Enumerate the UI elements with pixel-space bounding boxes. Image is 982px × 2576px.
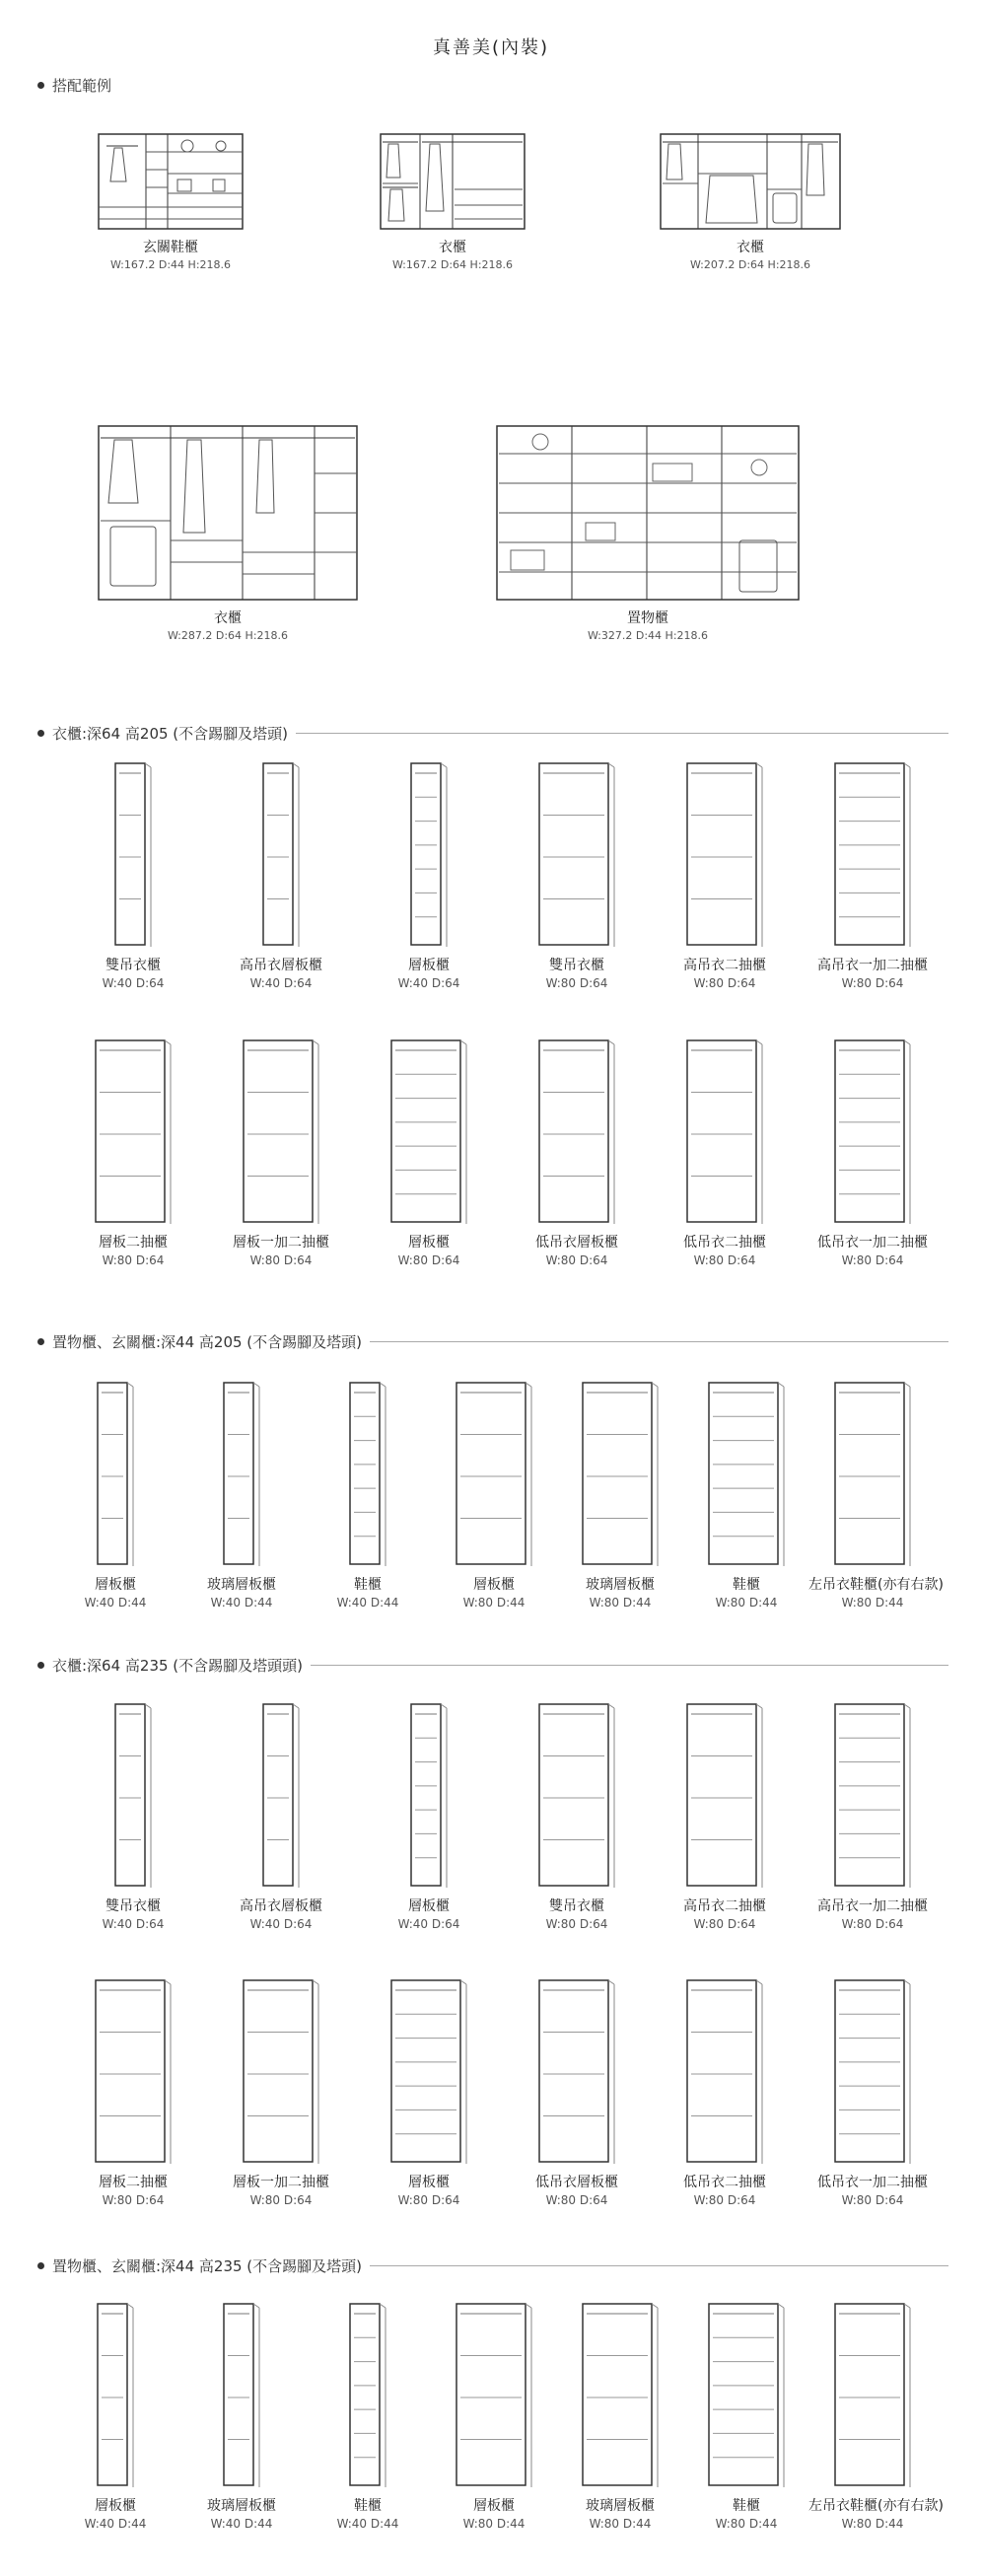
storage-illustration: [495, 424, 801, 602]
cabinet-item: [365, 1038, 493, 1267]
example-dims: W:327.2 D:44 H:218.6: [587, 629, 709, 642]
cabinet-name: 玻璃層板櫃: [586, 1577, 655, 1593]
divider: [370, 2265, 948, 2266]
cabinet-item: [682, 1381, 810, 1610]
section-examples-heading: [37, 73, 948, 97]
cabinet-name: 鞋櫃: [733, 2498, 760, 2514]
cabinet-name: 高吊衣二抽櫃: [683, 958, 766, 973]
cabinet-item: [365, 1978, 493, 2207]
cabinet-illustration: [707, 2302, 786, 2489]
cabinet-item: [430, 1381, 558, 1610]
cabinet-name: 層板櫃: [408, 1235, 450, 1251]
cabinet-name: 鞋櫃: [733, 1577, 760, 1593]
cabinet-name: 層板櫃: [408, 958, 450, 973]
cabinet-item: [217, 1978, 345, 2207]
cabinet-item: [556, 2302, 684, 2531]
shoe-cabinet-illustration: [97, 132, 245, 231]
cabinet-illustration: [685, 1038, 764, 1226]
cabinet-item: [513, 1702, 641, 1931]
cabinet-name: 層板一加二抽櫃: [233, 1235, 329, 1251]
cabinet-dims: W:80 D:44: [589, 1596, 652, 1610]
cabinet-illustration: [261, 1702, 301, 1890]
cabinet-item: [304, 1381, 432, 1610]
cabinet-name: 高吊衣層板櫃: [240, 1898, 322, 1914]
cabinet-item: [661, 1038, 789, 1267]
cabinet-dims: W:80 D:64: [693, 976, 756, 990]
cabinet-dims: W:80 D:64: [397, 1253, 460, 1267]
cabinet-item: [682, 2302, 810, 2531]
cabinet-illustration: [96, 1381, 135, 1568]
cabinet-illustration: [833, 2302, 912, 2489]
cabinet-item: [513, 1038, 641, 1267]
cabinet-item: [69, 761, 197, 990]
cabinet-dims: W:80 D:64: [102, 1253, 165, 1267]
cabinet-row: [0, 1978, 982, 2235]
cabinet-dims: W:40 D:44: [336, 2517, 399, 2531]
example-dims: W:167.2 D:44 H:218.6: [109, 258, 232, 271]
cabinet-dims: W:80 D:64: [545, 1917, 608, 1931]
cabinet-dims: W:80 D:64: [693, 1917, 756, 1931]
cabinet-illustration: [222, 1381, 261, 1568]
cabinet-dims: W:40 D:64: [249, 1917, 313, 1931]
cabinet-item: [808, 1381, 944, 1610]
cabinet-name: 層板二抽櫃: [99, 2175, 168, 2190]
cabinet-item: [661, 1978, 789, 2207]
cabinet-item: [513, 761, 641, 990]
cabinet-illustration: [537, 1702, 616, 1890]
cabinet-dims: W:80 D:64: [545, 1253, 608, 1267]
cabinet-dims: W:40 D:64: [102, 976, 165, 990]
cabinet-name: 層板一加二抽櫃: [233, 2175, 329, 2190]
cabinet-dims: W:80 D:64: [397, 2193, 460, 2207]
cabinet-dims: W:40 D:64: [249, 976, 313, 990]
cabinet-item: [808, 1038, 937, 1267]
cabinet-dims: W:80 D:44: [462, 1596, 526, 1610]
cabinet-illustration: [833, 761, 912, 949]
bullet-icon: [37, 1338, 44, 1345]
cabinet-name: 高吊衣層板櫃: [240, 958, 322, 973]
cabinet-name: 層板櫃: [473, 1577, 515, 1593]
cabinet-name: 層板櫃: [95, 2498, 136, 2514]
cabinet-item: [69, 1978, 197, 2207]
cabinet-item: [430, 2302, 558, 2531]
cabinet-illustration: [537, 1038, 616, 1226]
cabinet-item: [513, 1978, 641, 2207]
example-name: 衣櫃: [736, 240, 764, 255]
cabinet-item: [304, 2302, 432, 2531]
cabinet-dims: W:80 D:64: [841, 976, 904, 990]
cabinet-illustration: [242, 1978, 320, 2166]
wardrobe-illustration: [379, 132, 526, 231]
cabinet-dims: W:80 D:64: [102, 2193, 165, 2207]
cabinet-item: [217, 1702, 345, 1931]
cabinet-dims: W:80 D:64: [249, 1253, 313, 1267]
cabinet-dims: W:80 D:44: [841, 2517, 904, 2531]
divider: [296, 733, 948, 734]
section-heading: 置物櫃、玄關櫃:深44 高205 (不含踢腳及塔頭): [52, 1332, 363, 1351]
cabinet-dims: W:40 D:64: [397, 1917, 460, 1931]
cabinet-illustration: [242, 1038, 320, 1226]
divider: [311, 1665, 948, 1666]
cabinet-item: [808, 1978, 937, 2207]
cabinet-name: 低吊衣二抽櫃: [683, 1235, 766, 1251]
wardrobe-illustration: [659, 132, 842, 231]
cabinet-illustration: [389, 1978, 468, 2166]
cabinet-illustration: [685, 1702, 764, 1890]
cabinet-row: [0, 2302, 982, 2558]
cabinet-row: [0, 1702, 982, 1959]
cabinet-dims: W:80 D:64: [545, 2193, 608, 2207]
cabinet-dims: W:80 D:64: [693, 1253, 756, 1267]
cabinet-name: 層板櫃: [95, 1577, 136, 1593]
cabinet-dims: W:40 D:44: [210, 2517, 273, 2531]
example-storage-327: [495, 424, 801, 642]
cabinet-item: [556, 1381, 684, 1610]
cabinet-name: 層板二抽櫃: [99, 1235, 168, 1251]
cabinet-illustration: [348, 2302, 387, 2489]
cabinet-name: 雙吊衣櫃: [105, 958, 161, 973]
cabinet-name: 高吊衣一加二抽櫃: [817, 1898, 928, 1914]
cabinet-illustration: [348, 1381, 387, 1568]
cabinet-illustration: [94, 1978, 173, 2166]
divider: [370, 1341, 948, 1342]
cabinet-illustration: [409, 1702, 449, 1890]
cabinet-illustration: [455, 2302, 533, 2489]
cabinet-illustration: [455, 1381, 533, 1568]
cabinet-dims: W:80 D:44: [715, 2517, 778, 2531]
example-name: 衣櫃: [214, 610, 242, 626]
cabinet-name: 層板櫃: [408, 1898, 450, 1914]
section-heading: 搭配範例: [52, 76, 112, 95]
cabinet-illustration: [113, 761, 153, 949]
section-heading: 衣櫃:深64 高235 (不含踢腳及塔頭頭): [52, 1656, 304, 1675]
cabinet-dims: W:80 D:64: [841, 1253, 904, 1267]
cabinet-name: 低吊衣層板櫃: [535, 1235, 618, 1251]
cabinet-name: 玻璃層板櫃: [207, 2498, 276, 2514]
cabinet-name: 雙吊衣櫃: [549, 1898, 604, 1914]
cabinet-illustration: [96, 2302, 135, 2489]
cabinet-name: 層板櫃: [473, 2498, 515, 2514]
cabinet-dims: W:80 D:64: [841, 2193, 904, 2207]
cabinet-name: 鞋櫃: [354, 2498, 382, 2514]
cabinet-item: [365, 761, 493, 990]
example-name: 衣櫃: [439, 240, 466, 255]
cabinet-illustration: [707, 1381, 786, 1568]
cabinet-illustration: [537, 1978, 616, 2166]
cabinet-name: 高吊衣一加二抽櫃: [817, 958, 928, 973]
cabinet-illustration: [261, 761, 301, 949]
cabinet-dims: W:80 D:64: [693, 2193, 756, 2207]
bullet-icon: [37, 1662, 44, 1669]
cabinet-name: 低吊衣一加二抽櫃: [817, 1235, 928, 1251]
cabinet-dims: W:80 D:44: [715, 1596, 778, 1610]
cabinet-illustration: [581, 1381, 660, 1568]
section-storage-235-heading: [37, 2254, 948, 2277]
example-dims: W:207.2 D:64 H:218.6: [689, 258, 811, 271]
bullet-icon: [37, 730, 44, 737]
cabinet-name: 低吊衣層板櫃: [535, 2175, 618, 2190]
cabinet-name: 高吊衣二抽櫃: [683, 1898, 766, 1914]
cabinet-item: [808, 761, 937, 990]
example-name: 置物櫃: [627, 610, 668, 626]
cabinet-name: 玻璃層板櫃: [586, 2498, 655, 2514]
cabinet-name: 雙吊衣櫃: [549, 958, 604, 973]
example-wardrobe-207: [659, 132, 842, 271]
cabinet-illustration: [113, 1702, 153, 1890]
bullet-icon: [37, 2262, 44, 2269]
cabinet-item: [217, 1038, 345, 1267]
cabinet-dims: W:80 D:64: [249, 2193, 313, 2207]
cabinet-name: 鞋櫃: [354, 1577, 382, 1593]
cabinet-illustration: [581, 2302, 660, 2489]
section-heading: 衣櫃:深64 高205 (不含踢腳及塔頭): [52, 724, 289, 743]
cabinet-dims: W:40 D:64: [102, 1917, 165, 1931]
example-wardrobe-167: [379, 132, 526, 271]
cabinet-name: 層板櫃: [408, 2175, 450, 2190]
section-wardrobe-205-heading: [37, 721, 948, 745]
page-title: 真善美(內裝): [432, 37, 550, 58]
cabinet-illustration: [94, 1038, 173, 1226]
bullet-icon: [37, 82, 44, 89]
example-wardrobe-287: [97, 424, 359, 642]
cabinet-dims: W:80 D:44: [462, 2517, 526, 2531]
cabinet-dims: W:80 D:44: [589, 2517, 652, 2531]
cabinet-name: 低吊衣一加二抽櫃: [817, 2175, 928, 2190]
cabinet-item: [365, 1702, 493, 1931]
section-heading: 置物櫃、玄關櫃:深44 高235 (不含踢腳及塔頭): [52, 2256, 363, 2275]
cabinet-item: [177, 2302, 306, 2531]
cabinet-dims: W:80 D:64: [841, 1917, 904, 1931]
cabinet-illustration: [222, 2302, 261, 2489]
cabinet-item: [661, 1702, 789, 1931]
cabinet-dims: W:80 D:64: [545, 976, 608, 990]
cabinet-dims: W:80 D:44: [841, 1596, 904, 1610]
cabinet-illustration: [833, 1038, 912, 1226]
cabinet-name: 玻璃層板櫃: [207, 1577, 276, 1593]
section-storage-205-heading: [37, 1329, 948, 1353]
cabinet-item: [217, 761, 345, 990]
cabinet-dims: W:40 D:44: [84, 2517, 147, 2531]
cabinet-row: [0, 1038, 982, 1295]
cabinet-dims: W:40 D:44: [336, 1596, 399, 1610]
cabinet-name: 低吊衣二抽櫃: [683, 2175, 766, 2190]
cabinet-name: 左吊衣鞋櫃(亦有右款): [808, 1577, 944, 1593]
section-wardrobe-235-heading: [37, 1653, 948, 1677]
cabinet-illustration: [685, 761, 764, 949]
cabinet-item: [69, 1702, 197, 1931]
cabinet-item: [661, 761, 789, 990]
wardrobe-illustration: [97, 424, 359, 602]
cabinet-item: [69, 1038, 197, 1267]
cabinet-row: [0, 761, 982, 1018]
cabinet-dims: W:40 D:64: [397, 976, 460, 990]
cabinet-item: [177, 1381, 306, 1610]
cabinet-item: [808, 1702, 937, 1931]
cabinet-name: 雙吊衣櫃: [105, 1898, 161, 1914]
cabinet-illustration: [685, 1978, 764, 2166]
example-shoe-cabinet: [97, 132, 245, 271]
cabinet-illustration: [833, 1381, 912, 1568]
cabinet-illustration: [833, 1978, 912, 2166]
cabinet-item: [51, 2302, 179, 2531]
cabinet-row: [0, 1381, 982, 1637]
cabinet-dims: W:40 D:44: [210, 1596, 273, 1610]
cabinet-illustration: [409, 761, 449, 949]
example-name: 玄關鞋櫃: [143, 240, 198, 255]
cabinet-item: [51, 1381, 179, 1610]
cabinet-illustration: [833, 1702, 912, 1890]
cabinet-name: 左吊衣鞋櫃(亦有右款): [808, 2498, 944, 2514]
cabinet-item: [808, 2302, 944, 2531]
cabinet-illustration: [537, 761, 616, 949]
cabinet-illustration: [389, 1038, 468, 1226]
example-dims: W:287.2 D:64 H:218.6: [167, 629, 289, 642]
example-dims: W:167.2 D:64 H:218.6: [391, 258, 514, 271]
cabinet-dims: W:40 D:44: [84, 1596, 147, 1610]
